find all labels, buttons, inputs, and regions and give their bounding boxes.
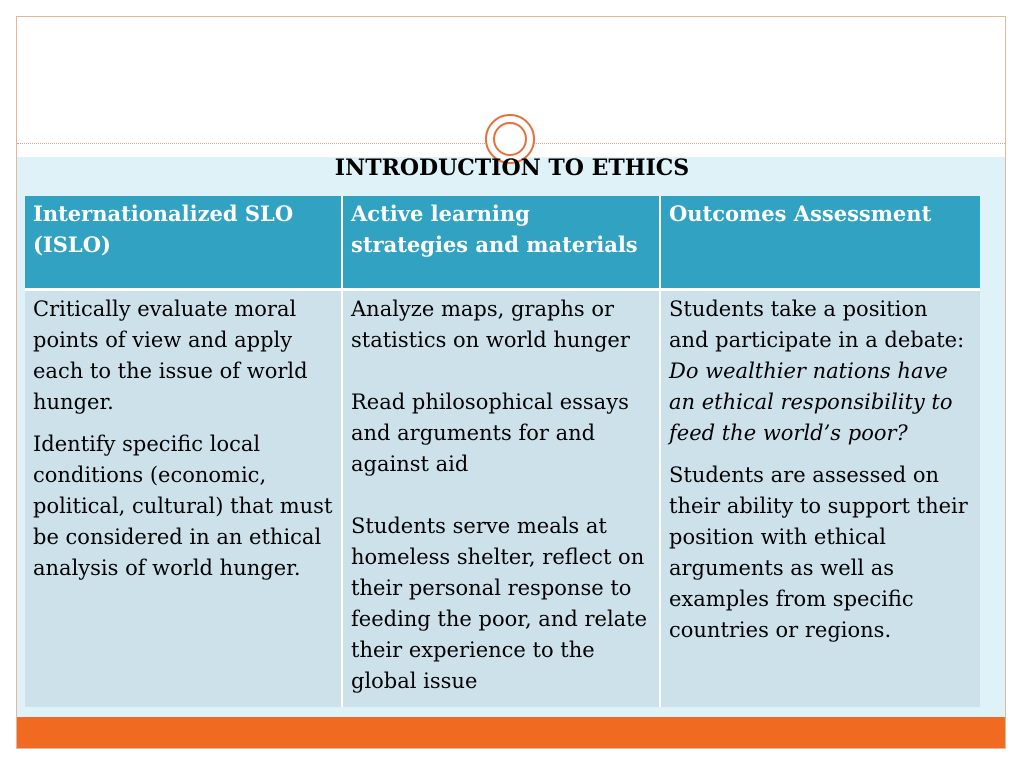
spacer (351, 356, 651, 387)
header-islo: Internationalized SLO (ISLO) (25, 196, 342, 289)
table-header-row (25, 196, 980, 289)
header-outcomes-assessment: Outcomes Assessment (660, 196, 980, 289)
cell-outcomes-assessment (660, 289, 980, 707)
ethics-table (25, 196, 980, 707)
assessment-2: Students are assessed on their ability to support their position with ethical arguments as well as examples from specific countries or regions. (669, 462, 968, 642)
spacer (351, 480, 651, 511)
cell-islo (25, 289, 342, 707)
table-row (25, 289, 980, 707)
header-active-learning: Active learning strategies and materials (342, 196, 660, 289)
islo-objective-2: Identify specific local conditions (economic, political, cultural) that must be considered in an ethical analysis of world hunger. (33, 431, 333, 580)
strategy-3: Students serve meals at homeless shelter, reflect on their personal response to feeding the poor, and relate their experience to the global issue (351, 513, 648, 693)
strategy-1: Analyze maps, graphs or statistics on world hunger (351, 296, 630, 352)
slide-title: INTRODUCTION TO ETHICS (334, 155, 690, 181)
inner-ring (493, 122, 527, 156)
assessment-1 (669, 294, 972, 449)
islo-objective-1: Critically evaluate moral points of view and apply each to the issue of world hunger. (33, 296, 308, 414)
strategy-2: Read philosophical essays and arguments for and against aid (351, 389, 629, 476)
debate-question: Do wealthier nations have an ethical responsibility to feed the world’s poor? (669, 358, 953, 445)
cell-active-learning (342, 289, 660, 707)
bottom-accent-bar (17, 717, 1005, 749)
assessment-1-lead: Students take a position and participate in a debate: (669, 296, 965, 352)
